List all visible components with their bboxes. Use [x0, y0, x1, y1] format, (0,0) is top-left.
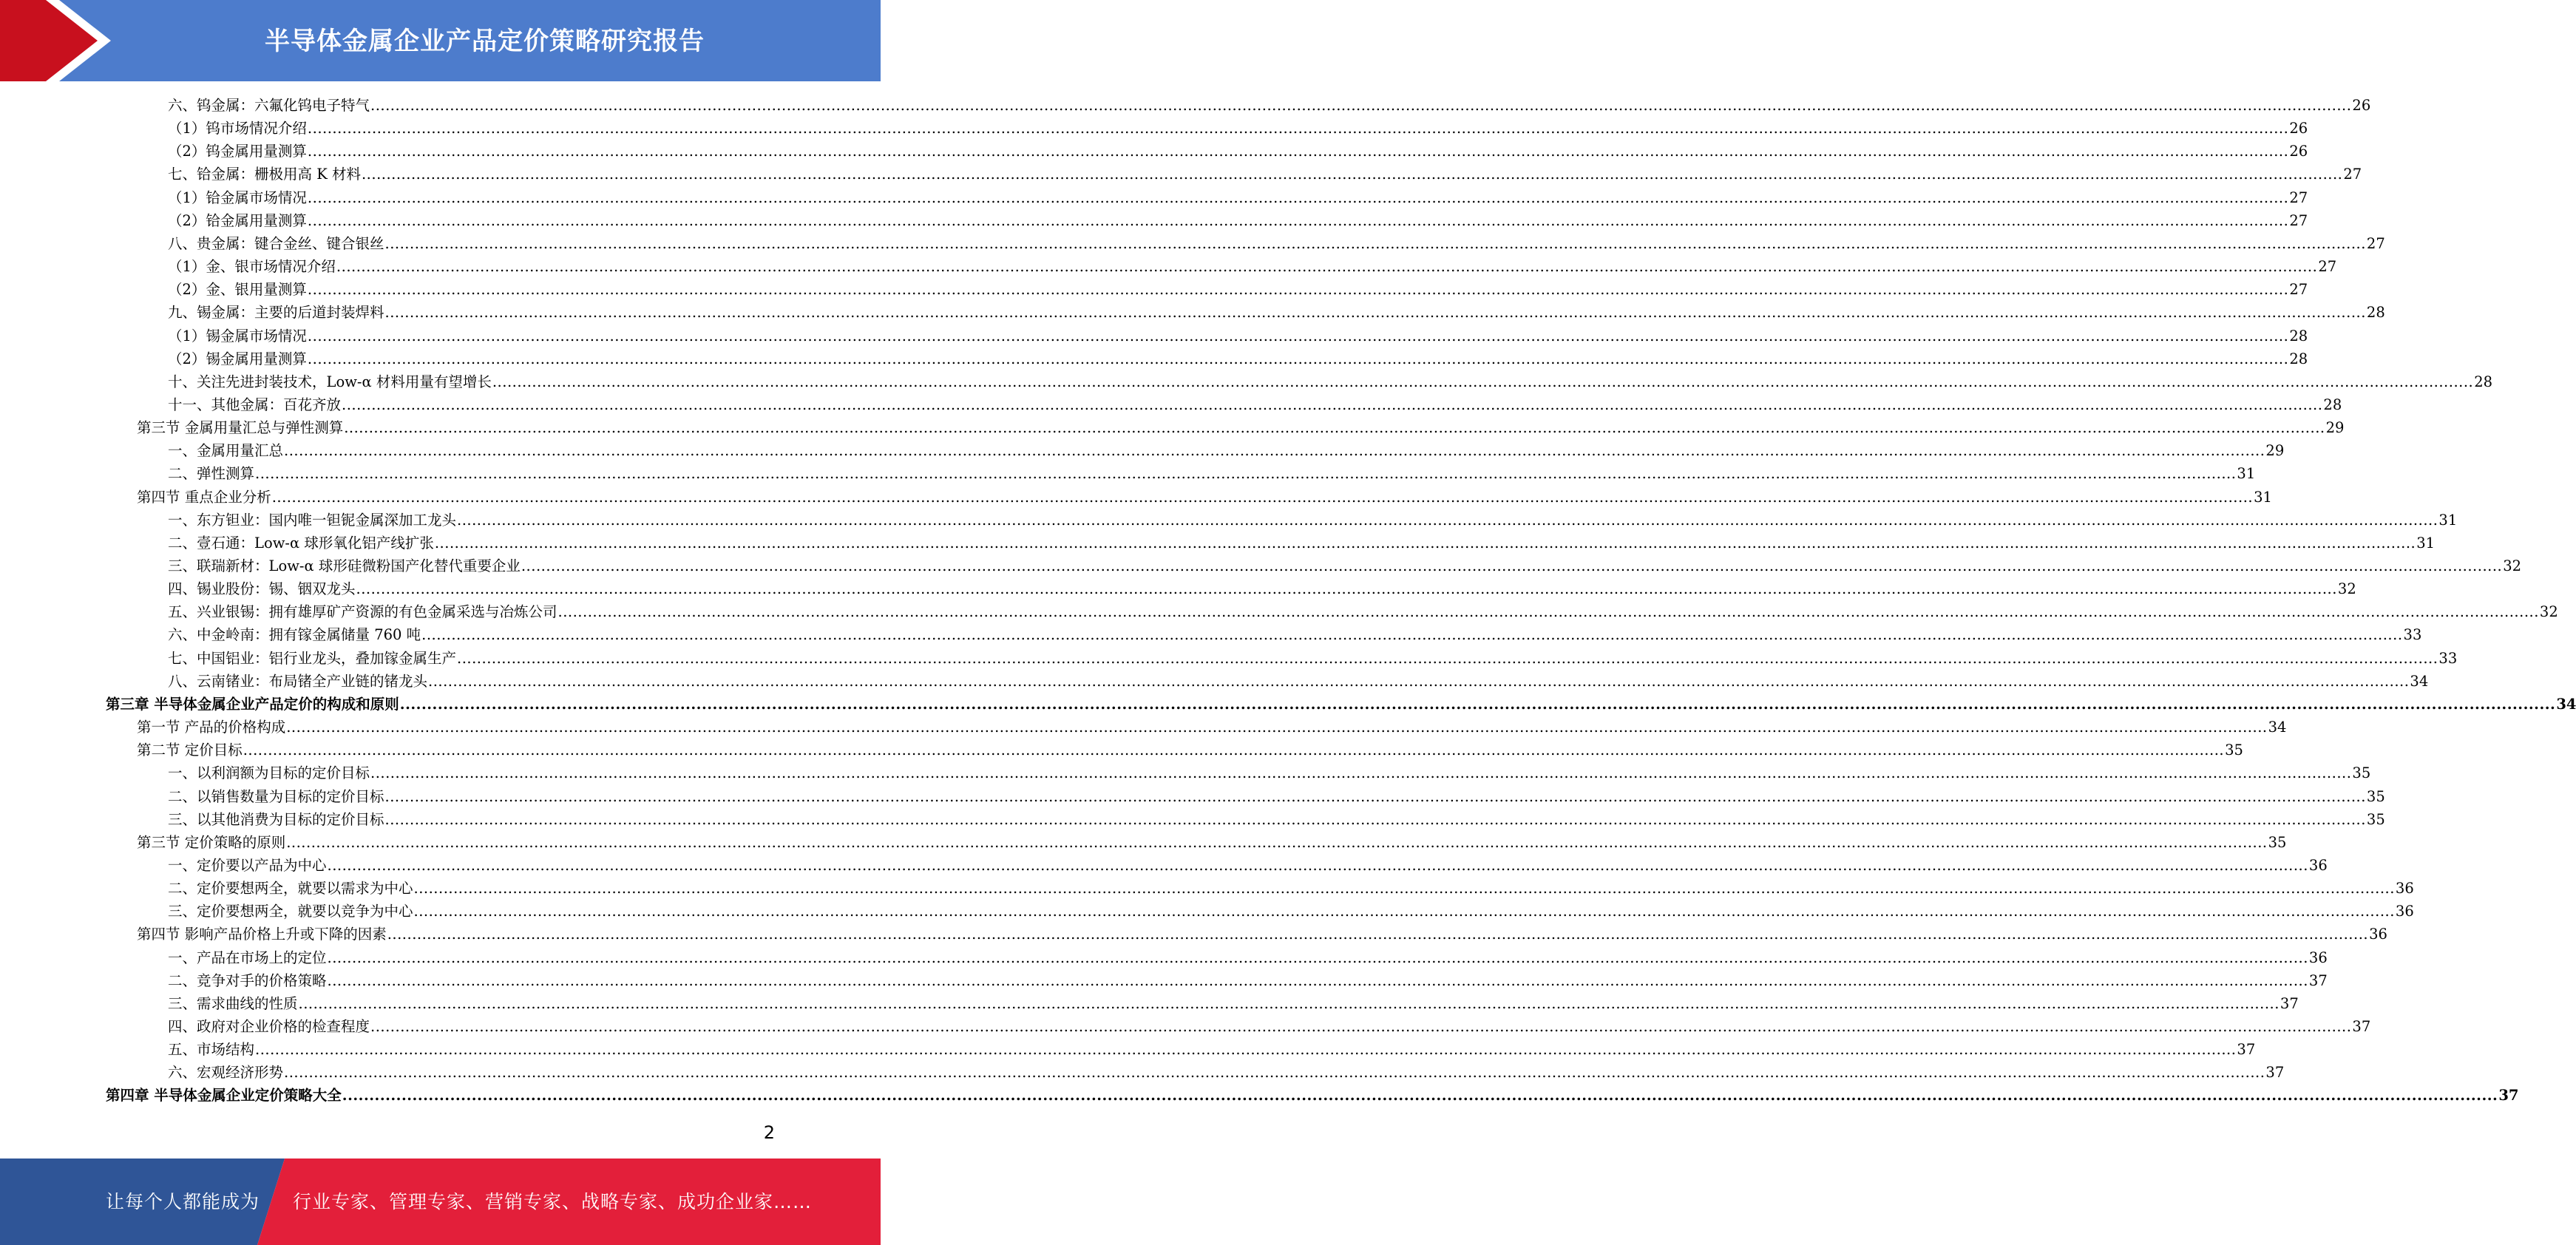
- toc-entry-page: 33: [2438, 649, 2458, 667]
- toc-entry[interactable]: [168, 347, 2308, 370]
- toc-entry-page: 32: [2503, 557, 2522, 574]
- toc-entry[interactable]: [168, 877, 2414, 900]
- toc-entry-page: 36: [2395, 880, 2414, 898]
- toc-dot-leader: ................................................................................................................................................................................................................................................................................................................................................................................................................: [384, 787, 2366, 805]
- toc-entry-title: 五、市场结构: [168, 1041, 255, 1059]
- toc-dot-leader: ................................................................................................................................................................................................................................................................................................................................................................................................................: [284, 1064, 2265, 1082]
- toc-entry[interactable]: [168, 532, 2436, 554]
- toc-dot-leader: ................................................................................................................................................................................................................................................................................................................................................................................................................: [370, 97, 2352, 114]
- toc-entry[interactable]: [168, 301, 2385, 324]
- toc-entry[interactable]: [168, 1015, 2371, 1038]
- toc-dot-leader: ................................................................................................................................................................................................................................................................................................................................................................................................................: [557, 603, 2539, 621]
- toc-entry-page: 27: [2289, 211, 2308, 229]
- toc-dot-leader: ................................................................................................................................................................................................................................................................................................................................................................................................................: [521, 557, 2503, 574]
- toc-dot-leader: ................................................................................................................................................................................................................................................................................................................................................................................................................: [370, 1018, 2352, 1035]
- toc-entry-title: 一、以利润额为目标的定价目标: [168, 764, 370, 782]
- toc-entry-page: 33: [2403, 626, 2422, 644]
- toc-entry-page: 26: [2352, 97, 2371, 114]
- toc-dot-leader: ................................................................................................................................................................................................................................................................................................................................................................................................................: [492, 373, 2474, 390]
- toc-dot-leader: ................................................................................................................................................................................................................................................................................................................................................................................................................: [307, 189, 2289, 206]
- toc-entry[interactable]: [137, 739, 2243, 761]
- toc-dot-leader: ................................................................................................................................................................................................................................................................................................................................................................................................................: [356, 580, 2337, 598]
- toc-entry-title: 二、弹性测算: [168, 465, 255, 483]
- toc-dot-leader: ................................................................................................................................................................................................................................................................................................................................................................................................................: [307, 120, 2289, 138]
- toc-entry-page: 28: [2289, 350, 2308, 367]
- toc-entry-title: 第三章 半导体金属企业产品定价的构成和原则: [106, 695, 399, 713]
- toc-entry-title: 十、关注先进封装技术，Low-α 材料用量有望增长: [168, 373, 492, 390]
- toc-entry[interactable]: [168, 278, 2308, 301]
- toc-entry-page: 31: [2237, 465, 2256, 483]
- toc-dot-leader: ................................................................................................................................................................................................................................................................................................................................................................................................................: [243, 742, 2225, 759]
- toc-entry[interactable]: [168, 509, 2458, 532]
- toc-entry-page: 26: [2289, 143, 2308, 160]
- toc-entry-title: 六、宏观经济形势: [168, 1064, 284, 1082]
- toc-dot-leader: ................................................................................................................................................................................................................................................................................................................................................................................................................: [307, 350, 2289, 367]
- toc-entry-page: 37: [2498, 1087, 2519, 1105]
- toc-entry[interactable]: [168, 600, 2558, 623]
- toc-dot-leader: ................................................................................................................................................................................................................................................................................................................................................................................................................: [457, 649, 2438, 667]
- toc-entry[interactable]: [168, 623, 2422, 646]
- toc-dot-leader: ................................................................................................................................................................................................................................................................................................................................................................................................................: [428, 672, 2410, 690]
- toc-entry-page: 37: [2237, 1041, 2256, 1059]
- toc-entry[interactable]: [168, 946, 2328, 969]
- toc-entry-page: 27: [2366, 234, 2385, 252]
- toc-entry-page: 35: [2225, 742, 2243, 759]
- toc-entry-title: （1）钨市场情况介绍: [168, 120, 307, 138]
- toc-entry-title: 三、定价要想两全，就要以竞争为中心: [168, 903, 413, 920]
- toc-entry-page: 37: [2308, 971, 2328, 989]
- toc-entry[interactable]: [168, 232, 2385, 255]
- toc-entry-page: 36: [2308, 949, 2328, 966]
- toc-entry[interactable]: [168, 808, 2385, 831]
- toc-entry-title: 第三节 定价策略的原则: [137, 833, 286, 851]
- toc-entry-page: 37: [2265, 1064, 2285, 1082]
- toc-dot-leader: ................................................................................................................................................................................................................................................................................................................................................................................................................: [384, 304, 2366, 322]
- toc-entry-title: （1）金、银市场情况介绍: [168, 258, 336, 276]
- toc-entry[interactable]: [168, 393, 2342, 416]
- toc-dot-leader: ................................................................................................................................................................................................................................................................................................................................................................................................................: [327, 949, 2308, 966]
- toc-entry-title: 一、定价要以产品为中心: [168, 856, 327, 874]
- toc-entry[interactable]: [137, 923, 2387, 946]
- toc-entry-title: 八、云南锗业：布局锗全产业链的锗龙头: [168, 672, 428, 690]
- toc-entry[interactable]: [168, 255, 2337, 278]
- toc-dot-leader: ................................................................................................................................................................................................................................................................................................................................................................................................................: [413, 880, 2395, 898]
- document-title: 半导体金属企业产品定价策略研究报告: [265, 27, 705, 56]
- toc-entry[interactable]: [168, 992, 2299, 1015]
- toc-entry-page: 27: [2289, 281, 2308, 299]
- page-number: 2: [763, 1122, 775, 1143]
- toc-entry-page: 31: [2416, 534, 2436, 552]
- toc-entry[interactable]: [168, 577, 2356, 600]
- toc-entry[interactable]: [106, 693, 2576, 716]
- toc-dot-leader: ................................................................................................................................................................................................................................................................................................................................................................................................................: [344, 419, 2325, 437]
- toc-entry-title: 二、壹石通：Low-α 球形氧化铝产线扩张: [168, 534, 434, 552]
- toc-entry-page: 37: [2352, 1018, 2371, 1035]
- toc-dot-leader: ................................................................................................................................................................................................................................................................................................................................................................................................................: [434, 534, 2416, 552]
- footer-slogan-right: 行业专家、管理专家、营销专家、战略专家、成功企业家……: [293, 1191, 813, 1212]
- toc-entry-title: 第四节 影响产品价格上升或下降的因素: [137, 926, 387, 943]
- toc-entry[interactable]: [168, 186, 2308, 209]
- toc-entry-page: 27: [2343, 166, 2362, 183]
- toc-dot-leader: ................................................................................................................................................................................................................................................................................................................................................................................................................: [286, 719, 2268, 736]
- toc-entry[interactable]: [168, 94, 2371, 117]
- toc-entry-title: 三、联瑞新材：Low-α 球形硅微粉国产化替代重要企业: [168, 557, 521, 574]
- toc-entry-page: 26: [2289, 120, 2308, 138]
- toc-entry-title: 六、中金岭南：拥有镓金属储量 760 吨: [168, 626, 421, 644]
- toc-entry-title: （2）金、银用量测算: [168, 281, 307, 299]
- toc-entry[interactable]: [168, 370, 2493, 393]
- toc-entry-title: 三、需求曲线的性质: [168, 994, 298, 1012]
- toc-entry-title: 一、东方钽业：国内唯一钽铌金属深加工龙头: [168, 511, 457, 529]
- toc-dot-leader: ................................................................................................................................................................................................................................................................................................................................................................................................................: [413, 903, 2395, 920]
- toc-entry-page: 28: [2474, 373, 2493, 390]
- toc-entry-title: （2）铪金属用量测算: [168, 211, 307, 229]
- toc-entry[interactable]: [168, 969, 2328, 992]
- toc-entry[interactable]: [168, 1038, 2256, 1061]
- toc-entry-page: 37: [2280, 994, 2299, 1012]
- toc-dot-leader: ................................................................................................................................................................................................................................................................................................................................................................................................................: [384, 810, 2366, 828]
- toc-entry-page: 35: [2268, 833, 2287, 851]
- toc-entry-title: 五、兴业银锡：拥有雄厚矿产资源的有色金属采选与冶炼公司: [168, 603, 557, 621]
- toc-entry-title: 二、定价要想两全，就要以需求为中心: [168, 880, 413, 898]
- toc-entry[interactable]: [168, 163, 2362, 186]
- toc-entry[interactable]: [168, 900, 2414, 923]
- toc-entry[interactable]: [137, 716, 2287, 739]
- toc-entry-page: 34: [2556, 695, 2576, 713]
- toc-dot-leader: ................................................................................................................................................................................................................................................................................................................................................................................................................: [307, 281, 2289, 299]
- toc-entry-page: 28: [2366, 304, 2385, 322]
- toc-entry-page: 36: [2395, 903, 2414, 920]
- toc-entry[interactable]: [168, 761, 2371, 784]
- toc-dot-leader: ................................................................................................................................................................................................................................................................................................................................................................................................................: [255, 465, 2237, 483]
- toc-entry-page: 36: [2369, 926, 2387, 943]
- toc-entry-title: 第二节 定价目标: [137, 742, 243, 759]
- toc-dot-leader: ................................................................................................................................................................................................................................................................................................................................................................................................................: [284, 442, 2265, 460]
- footer-slogan-left: 让每个人都能成为: [106, 1191, 260, 1212]
- toc-dot-leader: ................................................................................................................................................................................................................................................................................................................................................................................................................: [384, 234, 2366, 252]
- toc-entry-title: 七、中国铝业：铝行业龙头，叠加镓金属生产: [168, 649, 457, 667]
- toc-entry-page: 28: [2289, 327, 2308, 345]
- toc-dot-leader: ................................................................................................................................................................................................................................................................................................................................................................................................................: [421, 626, 2403, 644]
- toc-entry[interactable]: [168, 209, 2308, 232]
- toc-entry[interactable]: [168, 554, 2522, 577]
- toc-entry-page: 27: [2318, 258, 2337, 276]
- toc-entry-title: 三、以其他消费为目标的定价目标: [168, 810, 384, 828]
- toc-dot-leader: ................................................................................................................................................................................................................................................................................................................................................................................................................: [307, 143, 2289, 160]
- page-footer: [0, 1159, 881, 1245]
- toc-entry-title: 第一节 产品的价格构成: [137, 719, 286, 736]
- toc-entry-title: （2）锡金属用量测算: [168, 350, 307, 367]
- toc-entry-title: 十一、其他金属：百花齐放: [168, 396, 342, 413]
- toc-entry-title: 九、锡金属：主要的后道封装焊料: [168, 304, 384, 322]
- toc-dot-leader: ................................................................................................................................................................................................................................................................................................................................................................................................................: [286, 833, 2268, 851]
- toc-entry-title: 二、竞争对手的价格策略: [168, 971, 327, 989]
- toc-entry-title: 四、锡业股份：锡、铟双龙头: [168, 580, 356, 598]
- toc-entry[interactable]: [168, 647, 2458, 670]
- toc-entry-page: 29: [2325, 419, 2345, 437]
- toc-entry[interactable]: [137, 416, 2345, 439]
- toc-entry-page: 32: [2539, 603, 2558, 621]
- toc-entry-page: 35: [2352, 764, 2371, 782]
- toc-entry-title: （1）铪金属市场情况: [168, 189, 307, 206]
- toc-entry[interactable]: [168, 439, 2285, 462]
- toc-entry-title: 第四章 半导体金属企业定价策略大全: [106, 1087, 342, 1105]
- toc-entry[interactable]: [168, 1061, 2285, 1084]
- toc-dot-leader: ................................................................................................................................................................................................................................................................................................................................................................................................................: [457, 511, 2438, 529]
- toc-entry-page: 29: [2265, 442, 2285, 460]
- toc-entry-page: 34: [2410, 672, 2429, 690]
- toc-dot-leader: ................................................................................................................................................................................................................................................................................................................................................................................................................: [307, 211, 2289, 229]
- toc-entry-page: 31: [2438, 511, 2458, 529]
- toc-dot-leader: ................................................................................................................................................................................................................................................................................................................................................................................................................: [342, 396, 2323, 413]
- toc-entry-page: 27: [2289, 189, 2308, 206]
- toc-entry-page: 35: [2366, 787, 2385, 805]
- toc-entry[interactable]: [137, 486, 2272, 509]
- toc-entry-title: 二、以销售数量为目标的定价目标: [168, 787, 384, 805]
- toc-entry-title: 六、钨金属：六氟化钨电子特气: [168, 97, 370, 114]
- toc-entry-title: 一、金属用量汇总: [168, 442, 284, 460]
- toc-entry-title: 八、贵金属：键合金丝、键合银丝: [168, 234, 384, 252]
- toc-dot-leader: ................................................................................................................................................................................................................................................................................................................................................................................................................: [361, 166, 2343, 183]
- toc-dot-leader: ................................................................................................................................................................................................................................................................................................................................................................................................................: [327, 856, 2308, 874]
- toc-dot-leader: ................................................................................................................................................................................................................................................................................................................................................................................................................: [298, 994, 2280, 1012]
- toc-entry[interactable]: [137, 831, 2287, 854]
- toc-entry-page: 32: [2337, 580, 2356, 598]
- toc-entry-title: （1）锡金属市场情况: [168, 327, 307, 345]
- toc-entry-title: （2）钨金属用量测算: [168, 143, 307, 160]
- toc-entry[interactable]: [168, 462, 2256, 485]
- toc-entry-title: 四、政府对企业价格的检查程度: [168, 1018, 370, 1035]
- toc-dot-leader: ................................................................................................................................................................................................................................................................................................................................................................................................................: [271, 488, 2254, 506]
- toc-entry-page: 31: [2254, 488, 2272, 506]
- toc-entry-page: 35: [2366, 810, 2385, 828]
- toc-dot-leader: ................................................................................................................................................................................................................................................................................................................................................................................................................: [327, 971, 2308, 989]
- toc-dot-leader: ................................................................................................................................................................................................................................................................................................................................................................................................................: [370, 764, 2352, 782]
- toc-dot-leader: ................................................................................................................................................................................................................................................................................................................................................................................................................: [307, 327, 2289, 345]
- toc-entry-page: 34: [2268, 719, 2287, 736]
- toc-dot-leader: ................................................................................................................................................................................................................................................................................................................................................................................................................: [399, 695, 2556, 713]
- toc-entry-title: 一、产品在市场上的定位: [168, 949, 327, 966]
- toc-dot-leader: ................................................................................................................................................................................................................................................................................................................................................................................................................: [336, 258, 2318, 276]
- toc-dot-leader: ................................................................................................................................................................................................................................................................................................................................................................................................................: [255, 1041, 2237, 1059]
- toc-entry-title: 第四节 重点企业分析: [137, 488, 271, 506]
- toc-entry[interactable]: [106, 1084, 2519, 1107]
- toc-entry-title: 第三节 金属用量汇总与弹性测算: [137, 419, 344, 437]
- toc-entry[interactable]: [168, 854, 2328, 877]
- toc-dot-leader: ................................................................................................................................................................................................................................................................................................................................................................................................................: [342, 1087, 2498, 1105]
- toc-dot-leader: ................................................................................................................................................................................................................................................................................................................................................................................................................: [387, 926, 2369, 943]
- toc-entry-page: 28: [2323, 396, 2342, 413]
- toc-entry[interactable]: [168, 325, 2308, 347]
- toc-entry[interactable]: [168, 140, 2308, 163]
- toc-entry[interactable]: [168, 670, 2429, 693]
- page-header: [0, 0, 881, 81]
- toc-entry-title: 七、铪金属：栅极用高 K 材料: [168, 166, 361, 183]
- toc-entry[interactable]: [168, 785, 2385, 808]
- toc-entry-page: 36: [2308, 856, 2328, 874]
- toc-entry[interactable]: [168, 117, 2308, 140]
